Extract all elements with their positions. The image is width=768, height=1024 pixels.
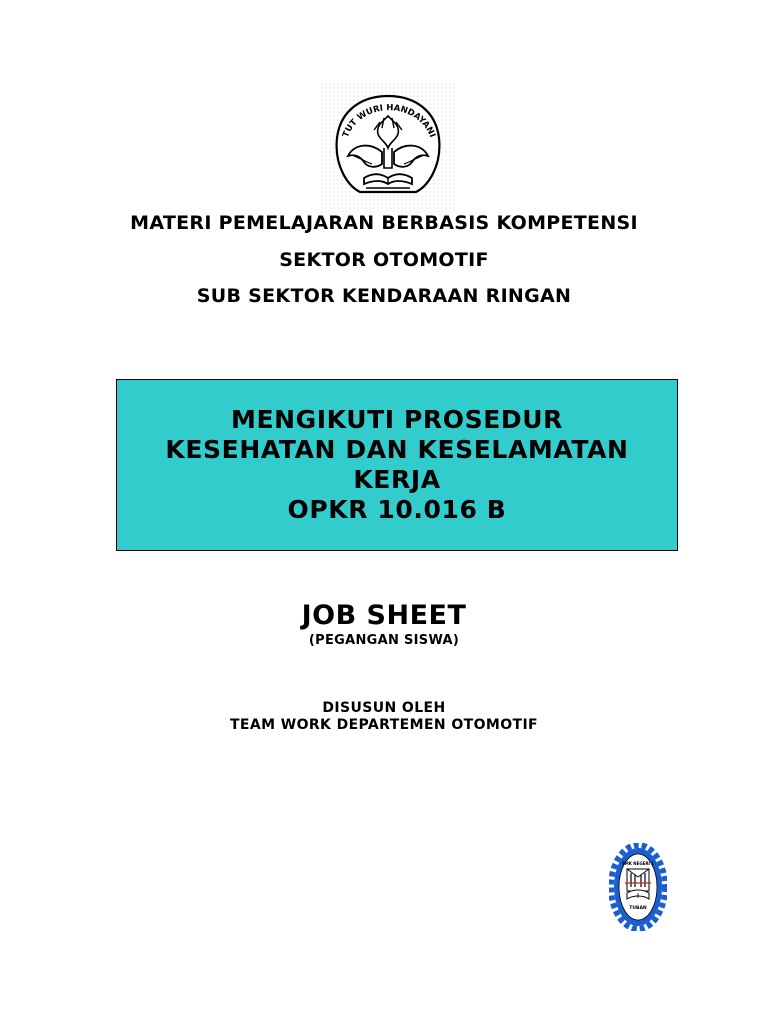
module-title-line-2: KESEHATAN DAN KESELAMATAN (165, 435, 629, 464)
job-sheet-subtitle: (PEGANGAN SISWA) (308, 633, 460, 648)
module-title-box (116, 379, 678, 551)
heading-line-3: SUB SEKTOR KENDARAAN RINGAN (196, 285, 572, 307)
ministry-seal-logo (320, 82, 456, 212)
module-title-line-1: MENGIKUTI PROSEDUR (230, 405, 563, 434)
author-label: DISUSUN OLEH (322, 700, 446, 716)
module-code: OPKR 10.016 B (287, 495, 507, 524)
heading-line-2: SEKTOR OTOMOTIF (279, 249, 489, 271)
school-logo-top-text: SMK NEGERI 1 (621, 861, 655, 866)
author-name: TEAM WORK DEPARTEMEN OTOMOTIF (229, 717, 539, 733)
module-title-line-3: KERJA (353, 465, 441, 494)
seal-motto: TUT WURI HANDAYANI (341, 103, 438, 140)
school-logo-bottom-text: TUBAN (629, 906, 647, 911)
school-logo (609, 843, 667, 931)
job-sheet-title: JOB SHEET (301, 600, 467, 631)
heading-line-1: MATERI PEMELAJARAN BERBASIS KOMPETENSI (130, 212, 638, 234)
